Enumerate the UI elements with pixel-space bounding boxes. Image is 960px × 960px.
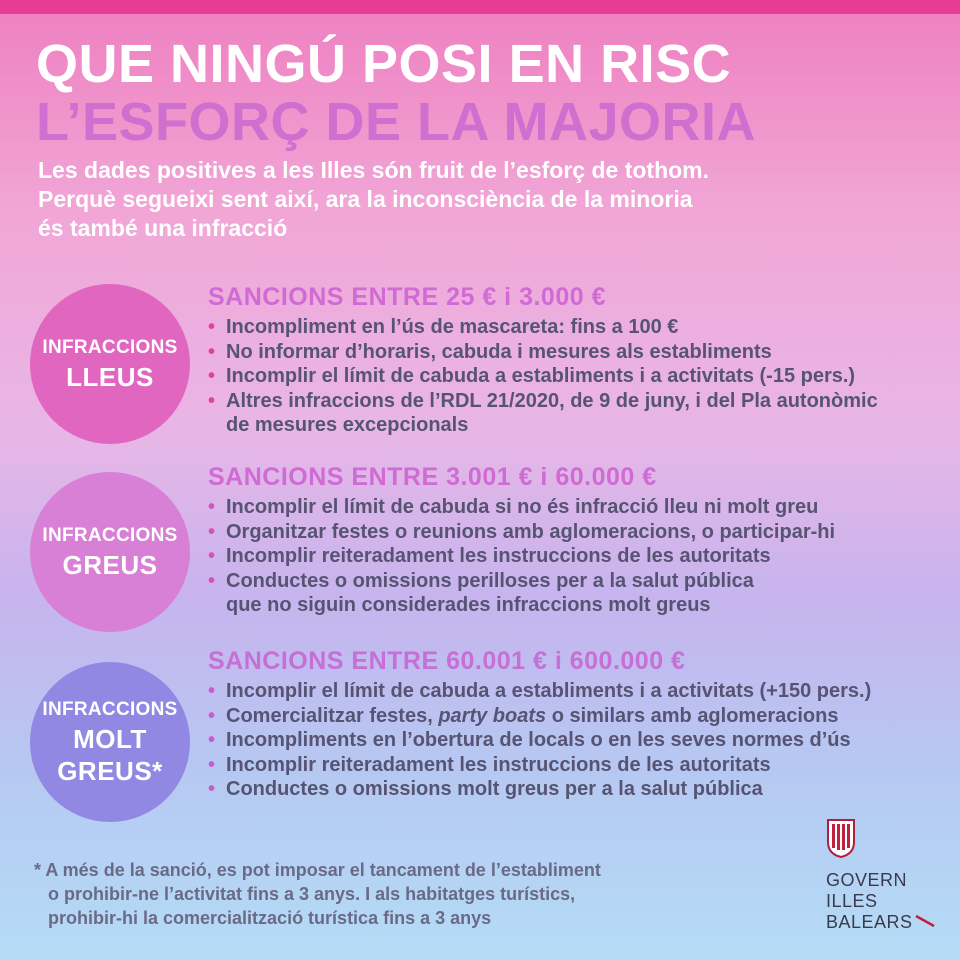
- circle-label: INFRACCIONS: [42, 337, 178, 358]
- list-item: • Incomplir reiteradament les instruccions de les autoritats: [208, 753, 771, 776]
- bullet-icon: •: [208, 704, 216, 727]
- intro-line: Les dades positives a les Illes són fruit de l’esforç de tothom.: [38, 157, 710, 183]
- section-heading: SANCIONS ENTRE 25 € i 3.000 €: [208, 283, 606, 311]
- bullet-icon: •: [208, 753, 216, 776]
- footnote-line: o prohibir-ne l’activitat fins a 3 anys. I als habitatges turístics,: [48, 884, 576, 904]
- list-item: • Incompliments en l’obertura de locals o en les seves normes d’ús: [208, 729, 851, 751]
- list-item: • Conductes o omissions molt greus per a la salut pública: [208, 778, 763, 800]
- intro-text: [38, 156, 918, 243]
- circle-label: LLEUS: [66, 362, 154, 392]
- bullet-icon: •: [208, 729, 216, 751]
- circle-label: INFRACCIONS: [42, 525, 178, 546]
- section-lleus: [208, 282, 948, 438]
- bullet-icon: •: [208, 496, 216, 518]
- bullet-icon: •: [208, 389, 216, 412]
- top-border: [0, 0, 960, 14]
- bullet-icon: •: [208, 569, 216, 592]
- circle-molt-greus: [30, 662, 190, 822]
- poster-title: QUE NINGÚ POSI EN RISC: [36, 34, 732, 94]
- intro-line: Perquè segueixi sent així, ara la inconsciència de la minoria: [38, 186, 693, 212]
- bullet-icon: •: [208, 778, 216, 800]
- section-greus: [208, 462, 948, 618]
- circle-greus: [30, 472, 190, 632]
- list-item: • No informar d’horaris, cabuda i mesures als establiments: [208, 340, 772, 363]
- intro-line: és també una infracció: [38, 215, 288, 241]
- bullet-icon: •: [208, 680, 216, 702]
- crest-icon: [826, 818, 856, 858]
- section-heading: SANCIONS ENTRE 3.001 € i 60.000 €: [208, 463, 657, 491]
- slash-mark-icon: [914, 914, 936, 928]
- list-item: • Incomplir el límit de cabuda a establiments i a activitats (-15 pers.): [208, 365, 856, 387]
- list-item: • Incompliment en l’ús de mascareta: fins a 100 €: [208, 316, 679, 338]
- bullet-icon: •: [208, 365, 216, 387]
- footnote: [34, 858, 601, 930]
- footnote-line: * A més de la sanció, es pot imposar el tancament de l’establiment: [34, 860, 601, 880]
- poster-subtitle: L’ESFORÇ DE LA MAJORIA: [36, 92, 757, 152]
- bullet-icon: •: [208, 340, 216, 363]
- circle-label: MOLT: [73, 724, 147, 754]
- govern-illes-balears-logo: [826, 818, 938, 938]
- list-item: • Conductes o omissions perilloses per a la salut pública que no siguin considerades infraccions molt greus: [208, 569, 754, 616]
- section-heading: SANCIONS ENTRE 60.001 € i 600.000 €: [208, 647, 686, 675]
- list-item: • Incomplir el límit de cabuda a establiments i a activitats (+150 pers.): [208, 680, 872, 702]
- circle-label: GREUS*: [57, 756, 163, 786]
- circle-lleus: [30, 284, 190, 444]
- circle-label: GREUS: [62, 550, 158, 580]
- footnote-line: prohibir-hi la comercialització turística fins a 3 anys: [48, 908, 492, 928]
- list-item: • Incomplir el límit de cabuda si no és infracció lleu ni molt greu: [208, 496, 819, 518]
- bullet-icon: •: [208, 545, 216, 567]
- list-item: • Altres infraccions de l’RDL 21/2020, de 9 de juny, i del Pla autonòmic de mesures excepcionals: [208, 389, 878, 436]
- section-molt-greus: [208, 646, 948, 802]
- bullet-icon: •: [208, 520, 216, 543]
- bullet-icon: •: [208, 316, 216, 338]
- logo-text: GOVERN ILLES BALEARS: [826, 870, 913, 932]
- list-item: • Incomplir reiteradament les instruccions de les autoritats: [208, 545, 771, 567]
- list-item: • Comercialitzar festes, party boats o similars amb aglomeracions: [208, 704, 839, 727]
- list-item: • Organitzar festes o reunions amb aglomeracions, o participar-hi: [208, 520, 836, 543]
- circle-label: INFRACCIONS: [42, 699, 178, 720]
